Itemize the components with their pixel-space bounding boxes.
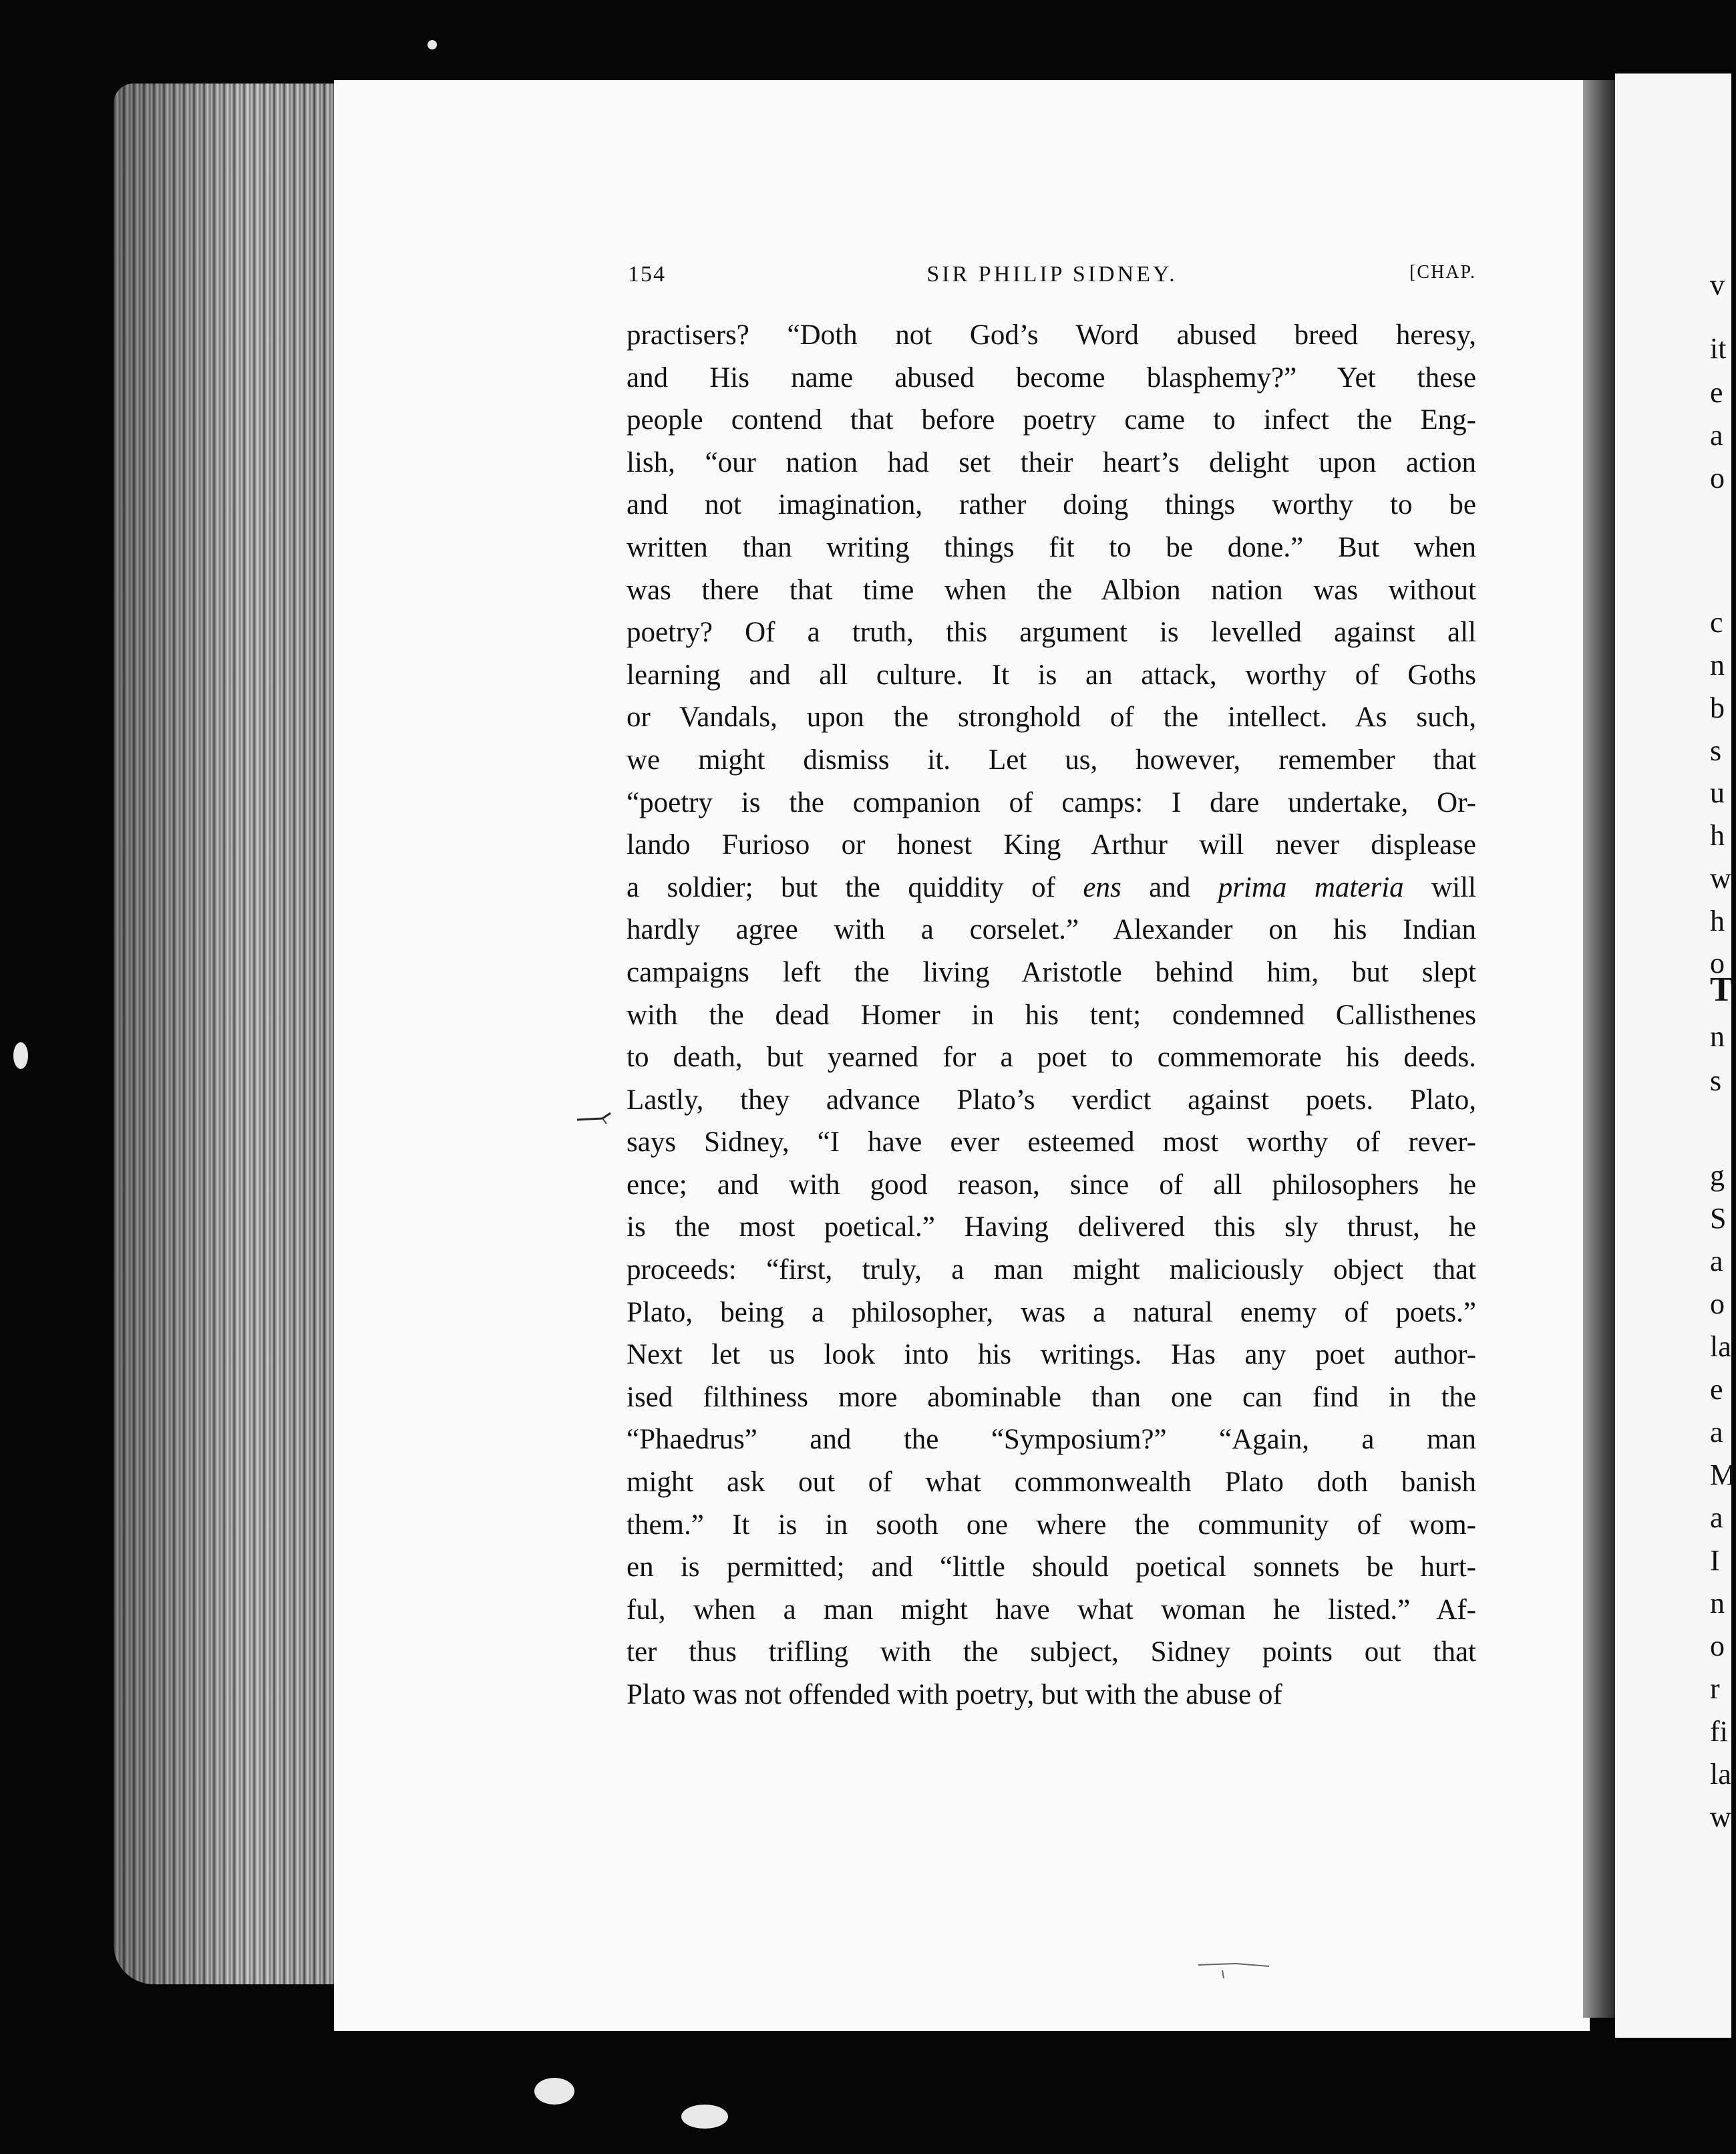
facing-page-fragment: M <box>1710 1458 1736 1491</box>
text-line: practisers? “Doth not God’s Word abused breed heresy, <box>627 319 1476 351</box>
text-line: ence; and with good reason, since of all philosophers he <box>627 1169 1476 1201</box>
text-line: Plato was not offended with poetry, but with the abuse of <box>627 1679 1282 1710</box>
facing-page-fragment: v <box>1710 269 1725 301</box>
scan-artifact <box>681 2105 728 2129</box>
facing-page-fragment: o <box>1710 947 1725 979</box>
text-line: Plato, being a philosopher, was a natural enemy of poets.” <box>627 1296 1476 1328</box>
text-line: to death, but yearned for a poet to commemorate his deeds. <box>627 1042 1476 1074</box>
facing-page-fragment: u <box>1710 776 1725 809</box>
facing-page-fragment: e <box>1710 1373 1723 1406</box>
text-line: people contend that before poetry came to infect the Eng- <box>627 404 1476 436</box>
facing-page-fragment: h <box>1710 905 1725 937</box>
text-line: campaigns left the living Aristotle behind him, but slept <box>627 956 1476 988</box>
facing-page-fragment: s <box>1710 734 1722 767</box>
scan-artifact <box>13 1042 28 1069</box>
facing-page-fragment: n <box>1710 1587 1725 1620</box>
facing-page-fragment: w <box>1710 1801 1731 1833</box>
text-line: was there that time when the Albion nation was without <box>627 574 1476 606</box>
page-edges-shadow <box>114 84 341 1984</box>
chapter-mark: [CHAP. <box>1409 262 1476 283</box>
scan-artifact <box>427 40 437 49</box>
facing-page-fragment: o <box>1710 1287 1725 1320</box>
margin-pencil-mark <box>576 1104 629 1130</box>
pencil-mark <box>1196 1961 1276 1981</box>
facing-page-fragment: o <box>1710 1630 1725 1662</box>
text-line: en is permitted; and “little should poetical sonnets be hurt- <box>627 1551 1476 1583</box>
facing-page-fragment: e <box>1710 376 1723 409</box>
text-line: Lastly, they advance Plato’s verdict against poets. Plato, <box>627 1084 1476 1116</box>
facing-page-fragment: la <box>1710 1758 1731 1791</box>
facing-page-fragment: g <box>1710 1159 1725 1192</box>
page-number: 154 <box>628 262 666 287</box>
text-line: poetry? Of a truth, this argument is levelled against all <box>627 617 1476 649</box>
text-line: them.” It is in sooth one where the community of wom- <box>627 1509 1476 1541</box>
text-line: is the most poetical.” Having delivered this sly thrust, he <box>627 1211 1476 1243</box>
facing-page-fragment: I <box>1710 1544 1720 1577</box>
text-line: “Phaedrus” and the “Symposium?” “Again, a man <box>627 1424 1476 1456</box>
text-line: and not imagination, rather doing things worthy to be <box>627 489 1476 521</box>
facing-page-fragment: b <box>1710 691 1725 724</box>
body-text <box>627 314 1476 1716</box>
facing-page-fragment: a <box>1710 1245 1723 1277</box>
text-line: says Sidney, “I have ever esteemed most worthy of rever- <box>627 1126 1476 1159</box>
facing-page-fragment: h <box>1710 819 1725 852</box>
facing-page-fragment: it <box>1710 332 1727 365</box>
facing-page-fragment: a <box>1710 419 1723 452</box>
text-line: ful, when a man might have what woman he listed.” Af- <box>627 1593 1476 1626</box>
text-line: learning and all culture. It is an attack, worthy of Goths <box>627 659 1476 691</box>
facing-page-fragment: n <box>1710 649 1725 681</box>
facing-page-fragment: fi <box>1710 1715 1728 1748</box>
text-line: Next let us look into his writings. Has any poet author- <box>627 1339 1476 1371</box>
text-line: proceeds: “first, truly, a man might maliciously object that <box>627 1254 1476 1286</box>
text-line: ter thus trifling with the subject, Sidney points out that <box>627 1636 1476 1668</box>
facing-page-fragment: o <box>1710 462 1725 494</box>
text-line: or Vandals, upon the stronghold of the intellect. As such, <box>627 702 1476 734</box>
text-line: with the dead Homer in his tent; condemned Callisthenes <box>627 999 1476 1031</box>
text-line: hardly agree with a corselet.” Alexander on his Indian <box>627 914 1476 946</box>
text-line: might ask out of what commonwealth Plato doth banish <box>627 1467 1476 1499</box>
facing-page-fragment: la <box>1710 1330 1731 1363</box>
running-head <box>628 262 1476 295</box>
text-line: “poetry is the companion of camps: I dare undertake, Or- <box>627 786 1476 818</box>
text-line: we might dismiss it. Let us, however, remember that <box>627 744 1476 776</box>
facing-page-fragment: a <box>1710 1501 1723 1534</box>
text-line: lando Furioso or honest King Arthur will never displease <box>627 829 1476 861</box>
facing-page-fragment: r <box>1710 1672 1720 1705</box>
facing-page-fragment: s <box>1710 1064 1722 1097</box>
book-gutter <box>1583 80 1615 2018</box>
facing-page-fragment: c <box>1710 606 1723 639</box>
facing-page-fragment: a <box>1710 1416 1723 1448</box>
facing-page-fragment: n <box>1710 1020 1725 1053</box>
facing-page-fragment: w <box>1710 862 1731 895</box>
text-line: lish, “our nation had set their heart’s delight upon action <box>627 446 1476 478</box>
text-line: a soldier; but the quiddity of ens and prima materia will <box>627 871 1476 903</box>
facing-page-fragment: S <box>1710 1202 1727 1235</box>
text-line: ised filthiness more abominable than one can find in the <box>627 1381 1476 1413</box>
text-line: and His name abused become blasphemy?” Yet these <box>627 361 1476 394</box>
facing-page-fragment: T <box>1710 971 1733 1009</box>
text-line: written than writing things fit to be done.” But when <box>627 531 1476 563</box>
scan-artifact <box>534 2078 574 2105</box>
running-title: SIR PHILIP SIDNEY. <box>926 262 1178 287</box>
